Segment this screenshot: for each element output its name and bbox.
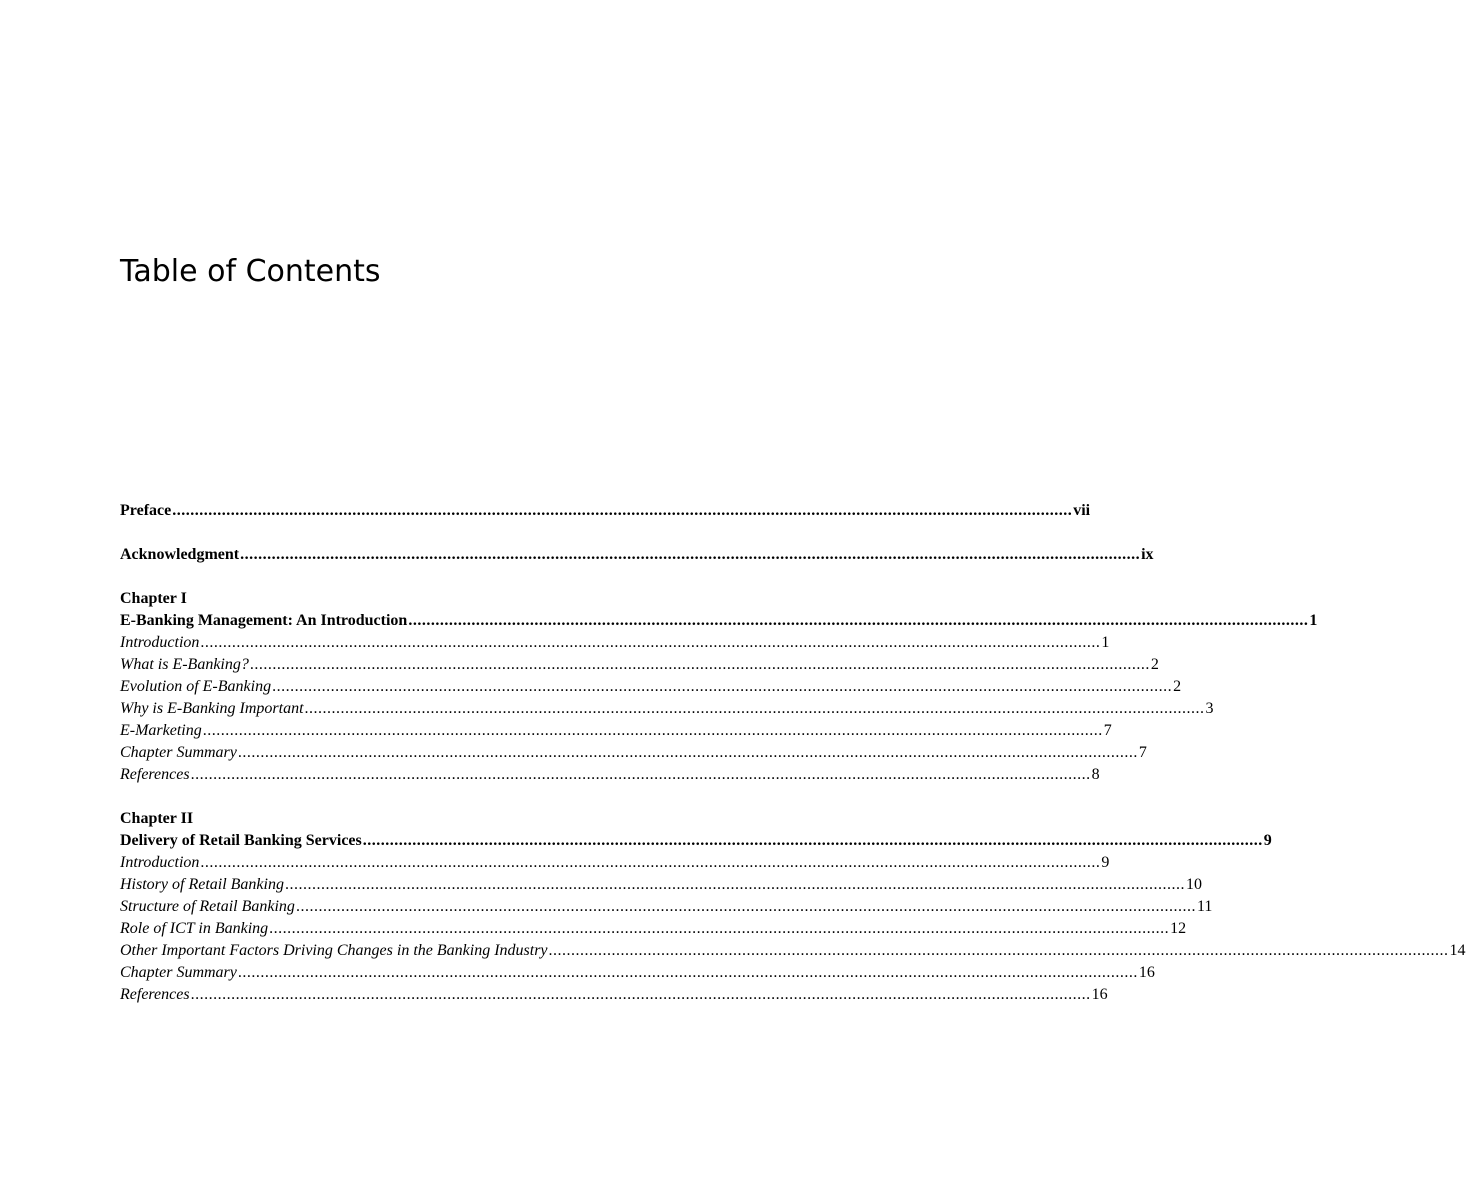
toc-entry-section[interactable] [120, 852, 1110, 874]
dot-leader: ........................................................................................................................................................................................................ [272, 678, 1173, 695]
toc-entry-page: 2 [1150, 656, 1159, 673]
toc-entry-section[interactable] [120, 984, 1108, 1006]
dot-leader: ........................................................................................................................................................................................................ [249, 656, 1150, 673]
dot-leader: ........................................................................................................................................................................................................ [200, 634, 1101, 651]
toc-entry-label: Introduction [120, 854, 200, 871]
toc-entry-label: Other Important Factors Driving Changes in the Banking Industry [120, 942, 548, 959]
toc-entry-label: References [120, 986, 190, 1003]
toc-entry-label: Delivery of Retail Banking Services [120, 832, 362, 849]
toc-entry-label: Evolution of E-Banking [120, 678, 272, 695]
toc-entry-acknowledgment[interactable] [120, 544, 1154, 566]
toc-entry-label: References [120, 766, 190, 783]
toc-entry-section[interactable] [120, 918, 1187, 940]
toc-entry-page: 1 [1309, 612, 1318, 629]
toc-entry-page: 11 [1196, 898, 1213, 915]
dot-leader: ........................................................................................................................................................................................................ [202, 722, 1103, 739]
toc-entry-section[interactable] [120, 654, 1159, 676]
toc-entry-section[interactable] [120, 764, 1100, 786]
toc-entry-page: 8 [1091, 766, 1100, 783]
dot-leader: ........................................................................................................................................................................................................ [190, 766, 1091, 783]
toc-entry-section[interactable] [120, 720, 1112, 742]
toc-entry-label: Structure of Retail Banking [120, 898, 295, 915]
dot-leader: ........................................................................................................................................................................................................ [362, 832, 1263, 849]
toc-entry-page: 7 [1138, 744, 1147, 761]
dot-leader: ........................................................................................................................................................................................................ [237, 744, 1138, 761]
toc-entry-page: 14 [1449, 942, 1466, 959]
toc-entry-section[interactable] [120, 698, 1214, 720]
dot-leader: ........................................................................................................................................................................................................ [237, 964, 1138, 981]
toc-entry-label: E-Banking Management: An Introduction [120, 612, 408, 629]
dot-leader: ........................................................................................................................................................................................................ [240, 546, 1141, 563]
toc-entry-label: Role of ICT in Banking [120, 920, 269, 937]
page-title: Table of Contents [120, 254, 381, 289]
toc-entry-page: 2 [1173, 678, 1182, 695]
toc-entry-page: 9 [1101, 854, 1110, 871]
toc-entry-page: 7 [1103, 722, 1112, 739]
dot-leader: ........................................................................................................................................................................................................ [269, 920, 1170, 937]
toc-entry-page: 10 [1185, 876, 1202, 893]
dot-leader: ........................................................................................................................................................................................................ [304, 700, 1205, 717]
toc-entry-label: Preface [120, 502, 172, 519]
toc-entry-page: 16 [1138, 964, 1155, 981]
toc-entry-chapter-title[interactable] [120, 830, 1272, 852]
toc-entry-section[interactable] [120, 940, 1466, 962]
table-of-contents [120, 500, 1466, 1006]
toc-entry-section[interactable] [120, 962, 1155, 984]
toc-entry-label: E-Marketing [120, 722, 202, 739]
chapter-1-block [120, 588, 1318, 786]
toc-entry-section[interactable] [120, 676, 1182, 698]
toc-entry-label: Chapter Summary [120, 964, 237, 981]
toc-entry-label: Chapter Summary [120, 744, 237, 761]
toc-entry-label: What is E-Banking? [120, 656, 249, 673]
toc-entry-label: History of Retail Banking [120, 876, 284, 893]
toc-entry-section[interactable] [120, 632, 1110, 654]
toc-entry-section[interactable] [120, 874, 1202, 896]
toc-entry-page: 3 [1205, 700, 1214, 717]
dot-leader: ........................................................................................................................................................................................................ [190, 986, 1091, 1003]
toc-entry-page: 16 [1091, 986, 1108, 1003]
toc-entry-page: 12 [1170, 920, 1187, 937]
toc-entry-label: Introduction [120, 634, 200, 651]
toc-entry-page: 1 [1101, 634, 1110, 651]
toc-entry-page: 9 [1263, 832, 1272, 849]
dot-leader: ........................................................................................................................................................................................................ [200, 854, 1101, 871]
toc-entry-section[interactable] [120, 742, 1147, 764]
dot-leader: ........................................................................................................................................................................................................ [172, 502, 1073, 519]
dot-leader: ........................................................................................................................................................................................................ [284, 876, 1185, 893]
toc-entry-label: Acknowledgment [120, 546, 240, 563]
chapter-number-label: Chapter I [120, 590, 187, 607]
dot-leader: ........................................................................................................................................................................................................ [295, 898, 1196, 915]
dot-leader: ........................................................................................................................................................................................................ [408, 612, 1309, 629]
toc-entry-label: Why is E-Banking Important [120, 700, 304, 717]
chapter-2-block [120, 808, 1466, 1006]
toc-entry-page: ix [1141, 546, 1154, 563]
toc-entry-section[interactable] [120, 896, 1213, 918]
toc-entry-page: vii [1073, 502, 1091, 519]
chapter-number-label: Chapter II [120, 810, 194, 827]
toc-entry-preface[interactable] [120, 500, 1091, 522]
dot-leader: ........................................................................................................................................................................................................ [548, 942, 1449, 959]
toc-entry-chapter-title[interactable] [120, 610, 1318, 632]
